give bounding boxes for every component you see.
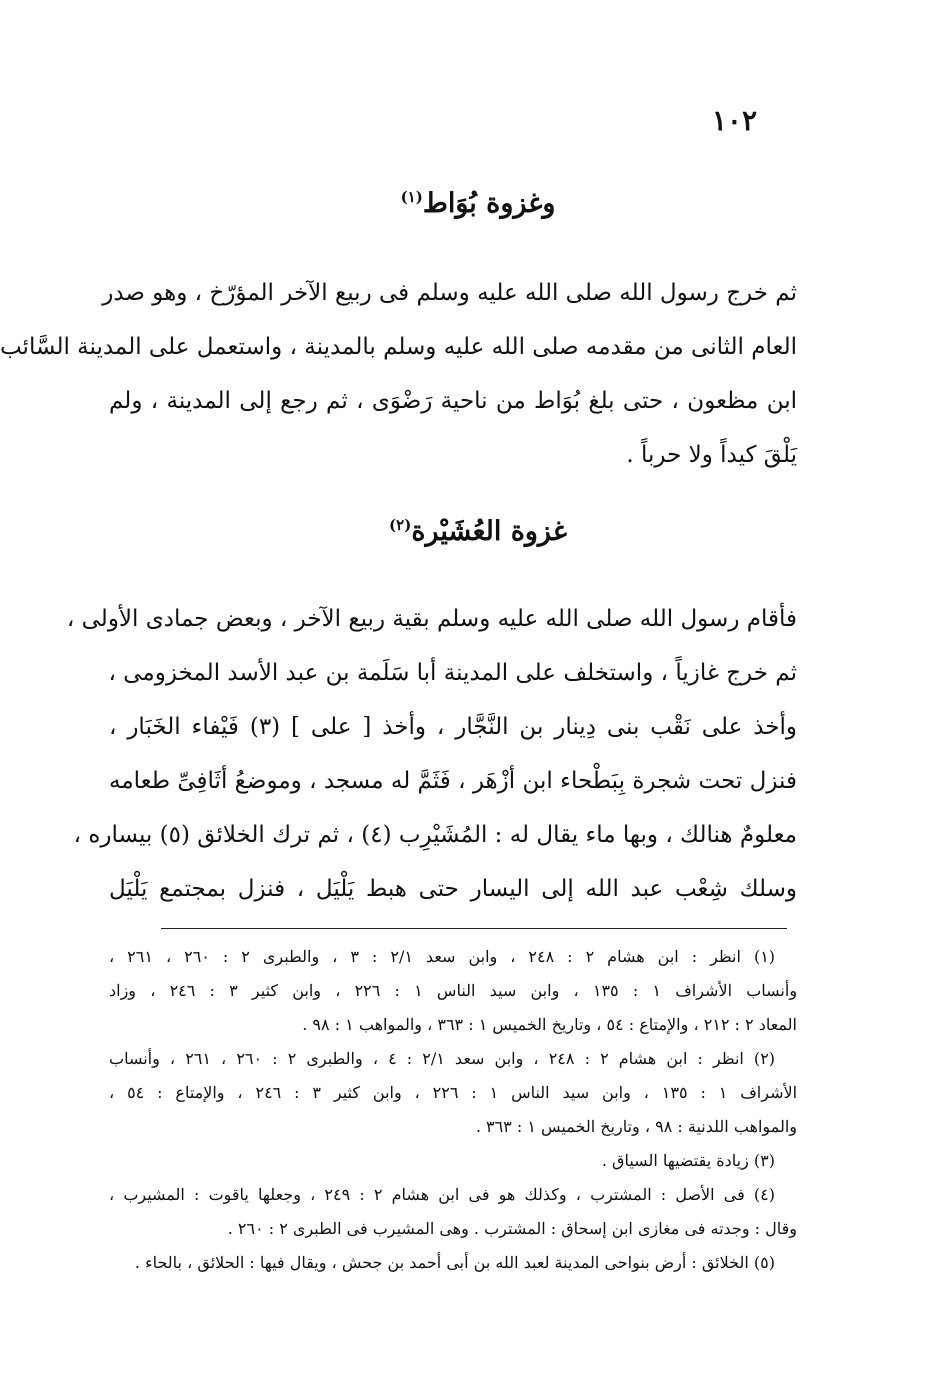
body-line: ثم خرج غازياً ، واستخلف على المدينة أبا سَلَمة بن عبد الأسد المخزومى ، (108, 660, 797, 686)
body-line: فنزل تحت شجرة بِبَطْحاء ابن أزْهَر ، فَثَمَّ له مسجد ، وموضعُ أثَافِىِّ طعامه (109, 768, 797, 794)
heading-text: غزوة العُشَيْرة (411, 516, 567, 547)
footnote-line: والمواهب اللدنية : ٩٨ ، وتاريخ الخميس ١ : ٣٦٣ . (475, 1117, 797, 1136)
section-heading-ushayra (109, 516, 847, 547)
footnote-line: (٥) الخلائق : أرض بنواحى المدينة لعبد الله بن أبى أحمد بن جحش ، ويقال فيها : الحلائق ، بالحاء . (134, 1253, 775, 1272)
footnote-line: (٢) انظر : ابن هشام ٢ : ٢٤٨ ، وابن سعد ٢/١ : ٤ ، والطبرى ٢ : ٢٦٠ ، ٢٦١ ، وأنساب (109, 1049, 776, 1068)
footnote-line: (١) انظر : ابن هشام ٢ : ٢٤٨ ، وابن سعد ٢/١ : ٣ ، والطبرى ٢ : ٢٦٠ ، ٢٦١ ، (109, 947, 776, 966)
footnote-ref: (٢) (389, 516, 412, 534)
body-line: وسلك شِعْب عبد الله إلى اليسار حتى هبط يَلْيَل ، فنزل بمجتمع يَلْيَل (109, 876, 797, 902)
footnote-ref: (١) (400, 188, 423, 206)
body-line: ثم خرج رسول الله صلى الله عليه وسلم فى ربيع الآخر المؤرّخ ، وهو صدر (102, 280, 797, 306)
footnote-line: (٣) زيادة يقتضيها السياق . (601, 1151, 775, 1170)
footnote-2 (109, 1042, 797, 1144)
footnote-line: المعاد ٢ : ٢١٢ ، والإمتاع : ٥٤ ، وتاريخ الخميس ١ : ٣٦٣ ، والمواهب ١ : ٩٨ . (302, 1015, 797, 1034)
heading-text: وغزوة بُوَاط (422, 188, 556, 219)
section-body-ushayra (66, 592, 797, 916)
body-line: وأخذ على نَقْب بنى دِينار بن النَّجَّار ، وأخذ [ على ] (٣) فَيْفاء الخَبَار ، (109, 714, 797, 740)
footnote-line: (٤) فى الأصل : المشترب ، وكذلك هو فى ابن هشام ٢ : ٢٤٩ ، وجعلها ياقوت : المشيرب ، (109, 1185, 776, 1204)
footnote-line: وقال : وجدته فى مغازى ابن إسحاق : المشترب . وهى المشيرب فى الطبرى ٢ : ٢٦٠ . (227, 1219, 797, 1238)
footnotes (109, 940, 797, 1280)
body-line: يَلْقَ كيداً ولا حرباً . (626, 442, 797, 468)
footnote-4 (109, 1178, 797, 1246)
body-line: معلومٌ هنالك ، وبها ماء يقال له : المُشَيْرِب (٤) ، ثم ترك الخلائق (٥) بيساره ، (73, 822, 797, 848)
section-heading-buwat (109, 188, 847, 219)
footnote-3 (109, 1144, 797, 1178)
body-line: ابن مظعون ، حتى بلغ بُوَاط من ناحية رَضْوَى ، ثم رجع إلى المدينة ، ولم (109, 388, 797, 414)
footnote-1 (109, 940, 797, 1042)
footnote-line: وأنساب الأشراف ١ : ١٣٥ ، وابن سيد الناس ١ : ٢٢٦ ، وابن كثير ٣ : ٢٤٦ ، وزاد (109, 981, 798, 1000)
footnote-5 (109, 1246, 797, 1280)
page-number: ١٠٢ (711, 104, 757, 137)
body-line: العام الثانى من مقدمه صلى الله عليه وسلم بالمدينة ، واستعمل على المدينة السَّائب (0, 334, 797, 360)
footnote-line: الأشراف ١ : ١٣٥ ، وابن سيد الناس ١ : ٢٢٦ ، وابن كثير ٣ : ٢٤٦ ، والإمتاع : ٥٤ ، (109, 1083, 798, 1102)
section-body-buwat (0, 266, 797, 482)
body-line: فأقام رسول الله صلى الله عليه وسلم بقية ربيع الآخر ، وبعض جمادى الأولى ، (66, 606, 797, 632)
footnote-divider (161, 928, 787, 929)
